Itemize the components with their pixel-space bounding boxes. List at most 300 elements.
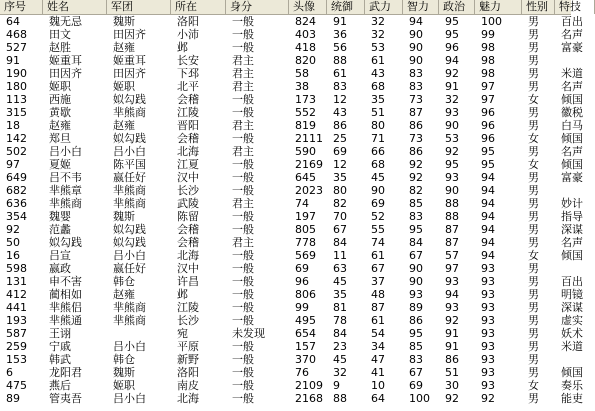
table-row[interactable] bbox=[0, 379, 583, 392]
cell-id: 142 bbox=[6, 132, 27, 145]
cell-command: 45 bbox=[333, 275, 347, 288]
cell-politics: 95 bbox=[445, 15, 459, 28]
cell-legion: 吕小白 bbox=[113, 145, 146, 158]
table-row[interactable] bbox=[0, 119, 583, 132]
cell-intelligence: 67 bbox=[409, 249, 423, 262]
cell-intelligence: 86 bbox=[409, 314, 423, 327]
cell-gender: 男 bbox=[528, 327, 539, 340]
cell-charm: 93 bbox=[481, 379, 495, 392]
cell-intelligence: 73 bbox=[409, 93, 423, 106]
cell-skill: 名声 bbox=[561, 80, 583, 93]
cell-legion: 芈熊商 bbox=[113, 197, 146, 210]
cell-politics: 53 bbox=[445, 132, 459, 145]
cell-command: 67 bbox=[333, 223, 347, 236]
cell-charm: 95 bbox=[481, 145, 495, 158]
cell-strength: 87 bbox=[371, 301, 385, 314]
column-header-intelligence[interactable]: 智力 bbox=[403, 0, 439, 14]
cell-name: 芈熊章 bbox=[49, 184, 82, 197]
cell-charm: 97 bbox=[481, 93, 495, 106]
cell-skill: 妙计 bbox=[561, 197, 583, 210]
cell-id: 153 bbox=[6, 353, 27, 366]
cell-charm: 98 bbox=[481, 67, 495, 80]
cell-name: 赵雍 bbox=[49, 119, 71, 132]
cell-id: 259 bbox=[6, 340, 27, 353]
cell-portrait: 819 bbox=[295, 119, 316, 132]
cell-charm: 94 bbox=[481, 223, 495, 236]
cell-gender: 男 bbox=[528, 171, 539, 184]
cell-charm: 97 bbox=[481, 80, 495, 93]
cell-legion: 芈熊商 bbox=[113, 314, 146, 327]
cell-id: 649 bbox=[6, 171, 27, 184]
column-header-name[interactable]: 姓名 bbox=[43, 0, 107, 14]
cell-politics: 91 bbox=[445, 340, 459, 353]
cell-status: 一般 bbox=[232, 275, 254, 288]
table-row[interactable] bbox=[0, 106, 583, 119]
table-row[interactable] bbox=[0, 366, 583, 379]
table-row[interactable] bbox=[0, 236, 583, 249]
cell-id: 6 bbox=[6, 366, 13, 379]
column-header-legion[interactable]: 军团 bbox=[107, 0, 171, 14]
cell-skill: 能吏 bbox=[561, 392, 583, 405]
cell-id: 475 bbox=[6, 379, 27, 392]
table-row[interactable] bbox=[0, 132, 583, 145]
cell-status: 一般 bbox=[232, 41, 254, 54]
cell-intelligence: 94 bbox=[409, 15, 423, 28]
column-header-status[interactable]: 身分 bbox=[226, 0, 289, 14]
cell-status: 君主 bbox=[232, 236, 254, 249]
cell-intelligence: 100 bbox=[409, 392, 430, 405]
cell-politics: 86 bbox=[445, 353, 459, 366]
cell-id: 64 bbox=[6, 15, 20, 28]
cell-strength: 61 bbox=[371, 54, 385, 67]
cell-gender: 女 bbox=[528, 158, 539, 171]
cell-location: 长沙 bbox=[177, 314, 199, 327]
column-header-politics[interactable]: 政治 bbox=[439, 0, 475, 14]
cell-status: 君主 bbox=[232, 119, 254, 132]
cell-gender: 男 bbox=[528, 301, 539, 314]
cell-skill: 妖术 bbox=[561, 327, 583, 340]
cell-portrait: 645 bbox=[295, 171, 316, 184]
cell-name: 申不害 bbox=[49, 275, 82, 288]
cell-legion: 吕小白 bbox=[113, 392, 146, 405]
cell-portrait: 2169 bbox=[295, 158, 323, 171]
cell-command: 35 bbox=[333, 171, 347, 184]
cell-status: 君主 bbox=[232, 67, 254, 80]
cell-gender: 男 bbox=[528, 184, 539, 197]
cell-id: 131 bbox=[6, 275, 27, 288]
cell-strength: 43 bbox=[371, 67, 385, 80]
cell-legion: 芈熊商 bbox=[113, 106, 146, 119]
cell-skill: 倾国 bbox=[561, 93, 583, 106]
table-row[interactable] bbox=[0, 15, 583, 28]
cell-command: 36 bbox=[333, 28, 347, 41]
cell-charm: 93 bbox=[481, 327, 495, 340]
cell-status: 一般 bbox=[232, 314, 254, 327]
cell-skill: 倾国 bbox=[561, 158, 583, 171]
cell-name: 宁戚 bbox=[49, 340, 71, 353]
table-row[interactable] bbox=[0, 301, 583, 314]
cell-gender: 男 bbox=[528, 15, 539, 28]
table-row[interactable] bbox=[0, 28, 583, 41]
column-header-gender[interactable]: 性别 bbox=[522, 0, 555, 14]
cell-gender: 男 bbox=[528, 353, 539, 366]
cell-command: 86 bbox=[333, 119, 347, 132]
cell-politics: 32 bbox=[445, 93, 459, 106]
cell-name: 西施 bbox=[49, 93, 71, 106]
cell-strength: 53 bbox=[371, 41, 385, 54]
cell-name: 黄歇 bbox=[49, 106, 71, 119]
cell-location: 许昌 bbox=[177, 275, 199, 288]
table-row[interactable] bbox=[0, 41, 583, 54]
cell-gender: 男 bbox=[528, 223, 539, 236]
cell-charm: 98 bbox=[481, 41, 495, 54]
table-row[interactable] bbox=[0, 184, 571, 197]
cell-portrait: 805 bbox=[295, 223, 316, 236]
cell-skill: 倾国 bbox=[561, 366, 583, 379]
cell-charm: 94 bbox=[481, 184, 495, 197]
cell-status: 君主 bbox=[232, 145, 254, 158]
cell-location: 长安 bbox=[177, 54, 199, 67]
cell-intelligence: 84 bbox=[409, 236, 423, 249]
cell-skill bbox=[555, 54, 595, 67]
cell-skill: 深谋 bbox=[561, 301, 583, 314]
column-header-id[interactable]: 序号 bbox=[0, 0, 43, 14]
table-header bbox=[0, 0, 581, 15]
cell-strength: 47 bbox=[371, 353, 385, 366]
cell-id: 354 bbox=[6, 210, 27, 223]
cell-strength: 45 bbox=[371, 171, 385, 184]
cell-command: 81 bbox=[333, 301, 347, 314]
cell-politics: 87 bbox=[445, 236, 459, 249]
cell-location: 汉中 bbox=[177, 171, 199, 184]
cell-status: 一般 bbox=[232, 210, 254, 223]
cell-gender: 男 bbox=[528, 314, 539, 327]
cell-portrait: 403 bbox=[295, 28, 316, 41]
cell-name: 范蠡 bbox=[49, 223, 71, 236]
cell-location: 会稽 bbox=[177, 93, 199, 106]
cell-name: 姬职 bbox=[49, 80, 71, 93]
table-row[interactable] bbox=[0, 353, 571, 366]
table-row[interactable] bbox=[0, 80, 583, 93]
cell-strength: 68 bbox=[371, 80, 385, 93]
cell-legion: 姬职 bbox=[113, 379, 135, 392]
cell-politics: 91 bbox=[445, 80, 459, 93]
cell-id: 412 bbox=[6, 288, 27, 301]
cell-charm: 94 bbox=[481, 236, 495, 249]
cell-skill: 倾国 bbox=[561, 132, 583, 145]
cell-gender: 男 bbox=[528, 41, 539, 54]
cell-location: 长沙 bbox=[177, 184, 199, 197]
cell-name: 芈熊侣 bbox=[49, 301, 82, 314]
cell-skill: 米道 bbox=[561, 67, 583, 80]
cell-skill bbox=[555, 262, 595, 275]
cell-strength: 64 bbox=[371, 392, 385, 405]
cell-name: 芈熊商 bbox=[49, 197, 82, 210]
table-row[interactable] bbox=[0, 210, 583, 223]
cell-portrait: 569 bbox=[295, 249, 316, 262]
cell-location: 江夏 bbox=[177, 158, 199, 171]
cell-portrait: 69 bbox=[295, 262, 309, 275]
cell-strength: 41 bbox=[371, 366, 385, 379]
cell-command: 69 bbox=[333, 145, 347, 158]
cell-strength: 32 bbox=[371, 28, 385, 41]
cell-name: 吕小白 bbox=[49, 145, 82, 158]
cell-charm: 93 bbox=[481, 353, 495, 366]
table-row[interactable] bbox=[0, 314, 583, 327]
cell-politics: 93 bbox=[445, 106, 459, 119]
cell-portrait: 76 bbox=[295, 366, 309, 379]
table-row[interactable] bbox=[0, 249, 583, 262]
cell-portrait: 2023 bbox=[295, 184, 323, 197]
cell-politics: 97 bbox=[445, 262, 459, 275]
cell-legion: 赵雍 bbox=[113, 41, 135, 54]
cell-legion bbox=[107, 327, 171, 340]
cell-intelligence: 87 bbox=[409, 106, 423, 119]
cell-location: 北平 bbox=[177, 80, 199, 93]
cell-name: 管夷吾 bbox=[49, 392, 82, 405]
cell-politics: 92 bbox=[445, 314, 459, 327]
table-row[interactable] bbox=[0, 158, 583, 171]
cell-skill: 百出 bbox=[561, 15, 583, 28]
cell-command: 9 bbox=[333, 379, 340, 392]
cell-legion: 嬴任好 bbox=[113, 262, 146, 275]
cell-portrait: 173 bbox=[295, 93, 316, 106]
cell-gender: 男 bbox=[528, 210, 539, 223]
cell-command: 61 bbox=[333, 67, 347, 80]
cell-gender: 男 bbox=[528, 275, 539, 288]
cell-legion: 田因齐 bbox=[113, 28, 146, 41]
cell-skill: 百出 bbox=[561, 275, 583, 288]
cell-legion: 嬴任好 bbox=[113, 171, 146, 184]
table-row[interactable] bbox=[0, 288, 583, 301]
cell-intelligence: 90 bbox=[409, 28, 423, 41]
cell-id: 527 bbox=[6, 41, 27, 54]
cell-legion: 姬重耳 bbox=[113, 54, 146, 67]
cell-portrait: 99 bbox=[295, 301, 309, 314]
table-row[interactable] bbox=[0, 340, 583, 353]
cell-location: 会稽 bbox=[177, 223, 199, 236]
cell-name: 姒勾践 bbox=[49, 236, 82, 249]
cell-id: 97 bbox=[6, 158, 20, 171]
cell-id: 91 bbox=[6, 54, 20, 67]
cell-command: 11 bbox=[333, 249, 347, 262]
cell-legion: 赵雍 bbox=[113, 288, 135, 301]
column-header-charm[interactable]: 魅力 bbox=[475, 0, 522, 14]
cell-intelligence: 93 bbox=[409, 288, 423, 301]
cell-command: 88 bbox=[333, 392, 347, 405]
cell-command: 32 bbox=[333, 366, 347, 379]
cell-intelligence: 67 bbox=[409, 366, 423, 379]
cell-status: 一般 bbox=[232, 106, 254, 119]
cell-gender: 男 bbox=[528, 67, 539, 80]
cell-legion: 吕小白 bbox=[113, 249, 146, 262]
cell-skill: 奏乐 bbox=[561, 379, 583, 392]
cell-portrait: 824 bbox=[295, 15, 316, 28]
cell-portrait: 197 bbox=[295, 210, 316, 223]
cell-strength: 51 bbox=[371, 106, 385, 119]
cell-portrait: 157 bbox=[295, 340, 316, 353]
cell-name: 郑旦 bbox=[49, 132, 71, 145]
cell-command: 63 bbox=[333, 262, 347, 275]
cell-intelligence: 73 bbox=[409, 132, 423, 145]
cell-charm: 98 bbox=[481, 54, 495, 67]
table-row[interactable] bbox=[0, 54, 571, 67]
cell-politics: 88 bbox=[445, 210, 459, 223]
cell-politics: 30 bbox=[445, 379, 459, 392]
cell-politics: 92 bbox=[445, 67, 459, 80]
cell-strength: 34 bbox=[371, 340, 385, 353]
cell-strength: 55 bbox=[371, 223, 385, 236]
cell-status: 一般 bbox=[232, 223, 254, 236]
cell-intelligence: 85 bbox=[409, 197, 423, 210]
cell-charm: 100 bbox=[481, 15, 502, 28]
cell-charm: 93 bbox=[481, 262, 495, 275]
cell-strength: 52 bbox=[371, 210, 385, 223]
cell-name: 燕后 bbox=[49, 379, 71, 392]
cell-id: 50 bbox=[6, 236, 20, 249]
cell-location: 北海 bbox=[177, 249, 199, 262]
cell-politics: 90 bbox=[445, 184, 459, 197]
cell-portrait: 2168 bbox=[295, 392, 323, 405]
cell-strength: 67 bbox=[371, 262, 385, 275]
cell-id: 636 bbox=[6, 197, 27, 210]
cell-strength: 68 bbox=[371, 158, 385, 171]
table-row[interactable] bbox=[0, 67, 583, 80]
cell-strength: 74 bbox=[371, 236, 385, 249]
cell-status: 一般 bbox=[232, 301, 254, 314]
cell-skill: 富豪 bbox=[561, 41, 583, 54]
cell-portrait: 418 bbox=[295, 41, 316, 54]
cell-location: 平原 bbox=[177, 340, 199, 353]
cell-legion: 魏斯 bbox=[113, 210, 135, 223]
cell-portrait: 552 bbox=[295, 106, 316, 119]
cell-location: 江陵 bbox=[177, 106, 199, 119]
column-header-skill[interactable]: 特技 bbox=[555, 0, 595, 14]
column-header-strength[interactable]: 武力 bbox=[365, 0, 403, 14]
cell-intelligence: 92 bbox=[409, 171, 423, 184]
cell-portrait: 806 bbox=[295, 288, 316, 301]
cell-id: 193 bbox=[6, 314, 27, 327]
cell-status: 一般 bbox=[232, 184, 254, 197]
cell-legion: 韩仓 bbox=[113, 353, 135, 366]
cell-politics: 51 bbox=[445, 366, 459, 379]
cell-intelligence: 83 bbox=[409, 353, 423, 366]
cell-politics: 57 bbox=[445, 249, 459, 262]
table-row[interactable] bbox=[0, 392, 583, 405]
cell-intelligence: 83 bbox=[409, 80, 423, 93]
cell-intelligence: 83 bbox=[409, 210, 423, 223]
table-row[interactable] bbox=[0, 327, 583, 340]
cell-intelligence: 86 bbox=[409, 119, 423, 132]
cell-legion: 赵雍 bbox=[113, 119, 135, 132]
table-row[interactable] bbox=[0, 223, 583, 236]
cell-command: 78 bbox=[333, 314, 347, 327]
cell-portrait: 58 bbox=[295, 67, 309, 80]
cell-id: 598 bbox=[6, 262, 27, 275]
cell-name: 魏婴 bbox=[49, 210, 71, 223]
cell-status: 一般 bbox=[232, 158, 254, 171]
cell-portrait: 820 bbox=[295, 54, 316, 67]
cell-location: 下邳 bbox=[177, 67, 199, 80]
table-row[interactable] bbox=[0, 275, 583, 288]
cell-gender: 男 bbox=[528, 340, 539, 353]
cell-id: 682 bbox=[6, 184, 27, 197]
cell-skill: 白马 bbox=[561, 119, 583, 132]
cell-gender: 男 bbox=[528, 28, 539, 41]
cell-skill bbox=[555, 353, 595, 366]
cell-skill: 名声 bbox=[561, 145, 583, 158]
cell-name: 吕宣 bbox=[49, 249, 71, 262]
cell-location: 小沛 bbox=[177, 28, 199, 41]
cell-location: 北海 bbox=[177, 392, 199, 405]
cell-strength: 37 bbox=[371, 275, 385, 288]
table-row[interactable] bbox=[0, 262, 571, 275]
cell-id: 502 bbox=[6, 145, 27, 158]
cell-charm: 93 bbox=[481, 314, 495, 327]
cell-id: 587 bbox=[6, 327, 27, 340]
column-header-command[interactable]: 统御 bbox=[327, 0, 365, 14]
cell-gender: 男 bbox=[528, 366, 539, 379]
cell-id: 180 bbox=[6, 80, 27, 93]
cell-legion: 陈平国 bbox=[113, 158, 146, 171]
cell-gender: 男 bbox=[528, 236, 539, 249]
cell-skill: 明镜 bbox=[561, 288, 583, 301]
cell-name: 夏姬 bbox=[49, 158, 71, 171]
cell-gender: 女 bbox=[528, 93, 539, 106]
cell-command: 84 bbox=[333, 327, 347, 340]
cell-legion: 韩仓 bbox=[113, 275, 135, 288]
cell-legion: 魏斯 bbox=[113, 366, 135, 379]
cell-command: 12 bbox=[333, 158, 347, 171]
cell-status: 一般 bbox=[232, 15, 254, 28]
cell-strength: 32 bbox=[371, 15, 385, 28]
table-row[interactable] bbox=[0, 197, 583, 210]
cell-skill: 虚实 bbox=[561, 314, 583, 327]
cell-charm: 93 bbox=[481, 366, 495, 379]
cell-status: 一般 bbox=[232, 28, 254, 41]
cell-status: 一般 bbox=[232, 340, 254, 353]
cell-name: 嬴政 bbox=[49, 262, 71, 275]
cell-id: 16 bbox=[6, 249, 20, 262]
cell-strength: 90 bbox=[371, 184, 385, 197]
cell-intelligence: 90 bbox=[409, 54, 423, 67]
table-row[interactable] bbox=[0, 93, 583, 106]
cell-gender: 男 bbox=[528, 262, 539, 275]
cell-location: 洛阳 bbox=[177, 366, 199, 379]
cell-location: 汉中 bbox=[177, 262, 199, 275]
cell-location: 宛 bbox=[177, 327, 188, 340]
cell-politics: 88 bbox=[445, 197, 459, 210]
column-header-location[interactable]: 所在 bbox=[171, 0, 226, 14]
cell-gender: 男 bbox=[528, 145, 539, 158]
cell-politics: 91 bbox=[445, 327, 459, 340]
cell-legion: 姒勾践 bbox=[113, 132, 146, 145]
cell-location: 会稽 bbox=[177, 132, 199, 145]
cell-charm: 96 bbox=[481, 119, 495, 132]
cell-id: 18 bbox=[6, 119, 20, 132]
cell-id: 315 bbox=[6, 106, 27, 119]
table-row[interactable] bbox=[0, 145, 583, 158]
cell-legion: 姒勾践 bbox=[113, 223, 146, 236]
cell-status: 一般 bbox=[232, 93, 254, 106]
cell-charm: 96 bbox=[481, 132, 495, 145]
column-header-portrait[interactable]: 头像 bbox=[289, 0, 327, 14]
cell-location: 江陵 bbox=[177, 301, 199, 314]
cell-politics: 93 bbox=[445, 275, 459, 288]
cell-portrait: 370 bbox=[295, 353, 316, 366]
table-row[interactable] bbox=[0, 171, 583, 184]
cell-politics: 96 bbox=[445, 41, 459, 54]
